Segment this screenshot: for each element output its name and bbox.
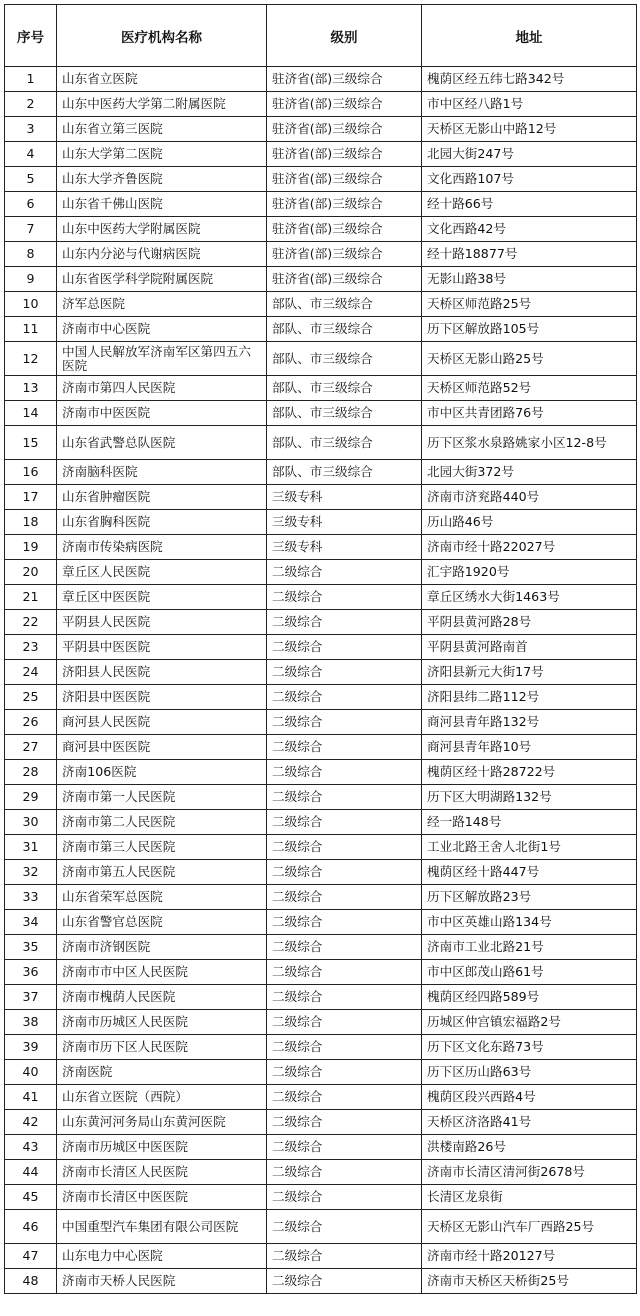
table-row bbox=[5, 376, 637, 401]
row-index: 4 bbox=[5, 142, 57, 167]
row-institution-name: 山东省武警总队医院 bbox=[57, 426, 267, 460]
row-institution-name: 济南市天桥人民医院 bbox=[57, 1269, 267, 1294]
row-address: 历下区浆水泉路姚家小区12-8号 bbox=[422, 426, 637, 460]
row-level: 二级综合 bbox=[267, 810, 422, 835]
row-institution-name: 济南市中医医院 bbox=[57, 401, 267, 426]
row-index: 9 bbox=[5, 267, 57, 292]
row-address: 商河县青年路132号 bbox=[422, 710, 637, 735]
row-address: 天桥区无影山中路12号 bbox=[422, 117, 637, 142]
table-row bbox=[5, 460, 637, 485]
row-address: 济南市工业北路21号 bbox=[422, 935, 637, 960]
row-address: 济南市长清区清河街2678号 bbox=[422, 1160, 637, 1185]
table-row bbox=[5, 485, 637, 510]
table-row bbox=[5, 860, 637, 885]
row-level: 二级综合 bbox=[267, 1010, 422, 1035]
table-row bbox=[5, 142, 637, 167]
row-level: 二级综合 bbox=[267, 1160, 422, 1185]
row-index: 45 bbox=[5, 1185, 57, 1210]
table-row bbox=[5, 342, 637, 376]
row-institution-name: 山东中医药大学附属医院 bbox=[57, 217, 267, 242]
row-institution-name: 济南市第五人民医院 bbox=[57, 860, 267, 885]
row-index: 13 bbox=[5, 376, 57, 401]
row-institution-name: 济阳县人民医院 bbox=[57, 660, 267, 685]
row-level: 二级综合 bbox=[267, 660, 422, 685]
table-row bbox=[5, 267, 637, 292]
row-institution-name: 章丘区中医医院 bbox=[57, 585, 267, 610]
row-institution-name: 山东内分泌与代谢病医院 bbox=[57, 242, 267, 267]
table-row bbox=[5, 1085, 637, 1110]
row-level: 三级专科 bbox=[267, 485, 422, 510]
row-level: 二级综合 bbox=[267, 710, 422, 735]
row-index: 36 bbox=[5, 960, 57, 985]
row-level: 驻济省(部)三级综合 bbox=[267, 192, 422, 217]
row-level: 二级综合 bbox=[267, 1035, 422, 1060]
row-institution-name: 山东中医药大学第二附属医院 bbox=[57, 92, 267, 117]
table-row bbox=[5, 785, 637, 810]
table-body bbox=[5, 67, 637, 1294]
row-institution-name: 商河县人民医院 bbox=[57, 710, 267, 735]
row-index: 48 bbox=[5, 1269, 57, 1294]
row-index: 21 bbox=[5, 585, 57, 610]
row-level: 三级专科 bbox=[267, 510, 422, 535]
row-institution-name: 济南市长清区人民医院 bbox=[57, 1160, 267, 1185]
row-address: 天桥区济洛路41号 bbox=[422, 1110, 637, 1135]
table-row bbox=[5, 560, 637, 585]
row-level: 部队、市三级综合 bbox=[267, 317, 422, 342]
row-index: 26 bbox=[5, 710, 57, 735]
row-institution-name: 山东黄河河务局山东黄河医院 bbox=[57, 1110, 267, 1135]
table-row bbox=[5, 167, 637, 192]
row-index: 29 bbox=[5, 785, 57, 810]
row-address: 槐荫区经五纬七路342号 bbox=[422, 67, 637, 92]
row-level: 二级综合 bbox=[267, 985, 422, 1010]
row-index: 7 bbox=[5, 217, 57, 242]
row-institution-name: 济南市市中区人民医院 bbox=[57, 960, 267, 985]
row-address: 平阴县黄河路28号 bbox=[422, 610, 637, 635]
table-row bbox=[5, 426, 637, 460]
table-row bbox=[5, 1244, 637, 1269]
row-level: 驻济省(部)三级综合 bbox=[267, 217, 422, 242]
row-address: 经一路148号 bbox=[422, 810, 637, 835]
row-address: 天桥区师范路25号 bbox=[422, 292, 637, 317]
row-index: 41 bbox=[5, 1085, 57, 1110]
row-address: 文化西路42号 bbox=[422, 217, 637, 242]
row-address: 天桥区师范路52号 bbox=[422, 376, 637, 401]
row-address: 市中区英雄山路134号 bbox=[422, 910, 637, 935]
row-address: 济阳县新元大街17号 bbox=[422, 660, 637, 685]
row-index: 22 bbox=[5, 610, 57, 635]
row-institution-name: 济南市第一人民医院 bbox=[57, 785, 267, 810]
table-row bbox=[5, 401, 637, 426]
row-institution-name: 济南医院 bbox=[57, 1060, 267, 1085]
row-institution-name: 济南市长清区中医医院 bbox=[57, 1185, 267, 1210]
row-address: 天桥区无影山路25号 bbox=[422, 342, 637, 376]
row-index: 46 bbox=[5, 1210, 57, 1244]
row-institution-name: 山东省胸科医院 bbox=[57, 510, 267, 535]
row-address: 槐荫区经十路447号 bbox=[422, 860, 637, 885]
row-index: 43 bbox=[5, 1135, 57, 1160]
row-institution-name: 中国人民解放军济南军区第四五六医院 bbox=[57, 342, 267, 376]
row-address: 市中区郎茂山路61号 bbox=[422, 960, 637, 985]
table-row bbox=[5, 192, 637, 217]
row-index: 40 bbox=[5, 1060, 57, 1085]
row-institution-name: 山东省警官总医院 bbox=[57, 910, 267, 935]
row-institution-name: 山东省肿瘤医院 bbox=[57, 485, 267, 510]
row-institution-name: 济南市历城区人民医院 bbox=[57, 1010, 267, 1035]
row-level: 二级综合 bbox=[267, 1210, 422, 1244]
row-level: 二级综合 bbox=[267, 960, 422, 985]
row-index: 24 bbox=[5, 660, 57, 685]
row-index: 23 bbox=[5, 635, 57, 660]
row-institution-name: 山东大学第二医院 bbox=[57, 142, 267, 167]
row-address: 商河县青年路10号 bbox=[422, 735, 637, 760]
row-level: 驻济省(部)三级综合 bbox=[267, 267, 422, 292]
row-institution-name: 济南市第三人民医院 bbox=[57, 835, 267, 860]
row-address: 北园大街372号 bbox=[422, 460, 637, 485]
row-level: 驻济省(部)三级综合 bbox=[267, 142, 422, 167]
row-level: 驻济省(部)三级综合 bbox=[267, 167, 422, 192]
table-row bbox=[5, 660, 637, 685]
row-institution-name: 济南市历下区人民医院 bbox=[57, 1035, 267, 1060]
header-address: 地址 bbox=[422, 5, 637, 67]
row-address: 济南市经十路22027号 bbox=[422, 535, 637, 560]
row-address: 洪楼南路26号 bbox=[422, 1135, 637, 1160]
row-index: 47 bbox=[5, 1244, 57, 1269]
row-index: 2 bbox=[5, 92, 57, 117]
row-address: 历下区大明湖路132号 bbox=[422, 785, 637, 810]
row-level: 二级综合 bbox=[267, 1085, 422, 1110]
row-index: 34 bbox=[5, 910, 57, 935]
row-address: 槐荫区经四路589号 bbox=[422, 985, 637, 1010]
row-institution-name: 济南市中心医院 bbox=[57, 317, 267, 342]
table-row bbox=[5, 1060, 637, 1085]
row-index: 14 bbox=[5, 401, 57, 426]
row-institution-name: 济南106医院 bbox=[57, 760, 267, 785]
row-address: 济南市济兖路440号 bbox=[422, 485, 637, 510]
row-institution-name: 平阴县中医医院 bbox=[57, 635, 267, 660]
row-address: 历城区仲宫镇宏福路2号 bbox=[422, 1010, 637, 1035]
row-institution-name: 山东省立医院 bbox=[57, 67, 267, 92]
row-index: 28 bbox=[5, 760, 57, 785]
row-address: 济南市天桥区天桥街25号 bbox=[422, 1269, 637, 1294]
row-address: 市中区共青团路76号 bbox=[422, 401, 637, 426]
table-row bbox=[5, 292, 637, 317]
row-address: 济南市经十路20127号 bbox=[422, 1244, 637, 1269]
table-row bbox=[5, 610, 637, 635]
table-row bbox=[5, 885, 637, 910]
row-level: 驻济省(部)三级综合 bbox=[267, 117, 422, 142]
row-level: 部队、市三级综合 bbox=[267, 342, 422, 376]
row-index: 31 bbox=[5, 835, 57, 860]
row-index: 15 bbox=[5, 426, 57, 460]
row-index: 39 bbox=[5, 1035, 57, 1060]
row-level: 三级专科 bbox=[267, 535, 422, 560]
row-level: 二级综合 bbox=[267, 1185, 422, 1210]
row-level: 驻济省(部)三级综合 bbox=[267, 67, 422, 92]
row-address: 市中区经八路1号 bbox=[422, 92, 637, 117]
row-address: 经十路66号 bbox=[422, 192, 637, 217]
row-address: 北园大街247号 bbox=[422, 142, 637, 167]
row-institution-name: 济南脑科医院 bbox=[57, 460, 267, 485]
row-index: 16 bbox=[5, 460, 57, 485]
table-row bbox=[5, 1135, 637, 1160]
row-address: 章丘区绣水大街1463号 bbox=[422, 585, 637, 610]
table-row bbox=[5, 735, 637, 760]
row-address: 济阳县纬二路112号 bbox=[422, 685, 637, 710]
row-index: 17 bbox=[5, 485, 57, 510]
row-address: 经十路18877号 bbox=[422, 242, 637, 267]
row-institution-name: 山东大学齐鲁医院 bbox=[57, 167, 267, 192]
row-index: 32 bbox=[5, 860, 57, 885]
row-address: 天桥区无影山汽车厂西路25号 bbox=[422, 1210, 637, 1244]
table-row bbox=[5, 1269, 637, 1294]
row-level: 二级综合 bbox=[267, 1135, 422, 1160]
row-index: 42 bbox=[5, 1110, 57, 1135]
row-institution-name: 章丘区人民医院 bbox=[57, 560, 267, 585]
row-index: 6 bbox=[5, 192, 57, 217]
row-level: 部队、市三级综合 bbox=[267, 460, 422, 485]
table-row bbox=[5, 1160, 637, 1185]
row-level: 二级综合 bbox=[267, 585, 422, 610]
table-row bbox=[5, 585, 637, 610]
row-index: 11 bbox=[5, 317, 57, 342]
row-address: 历下区解放路23号 bbox=[422, 885, 637, 910]
row-index: 37 bbox=[5, 985, 57, 1010]
table-row bbox=[5, 760, 637, 785]
row-address: 历山路46号 bbox=[422, 510, 637, 535]
table-row bbox=[5, 535, 637, 560]
row-index: 5 bbox=[5, 167, 57, 192]
table-row bbox=[5, 510, 637, 535]
row-level: 驻济省(部)三级综合 bbox=[267, 92, 422, 117]
table-row bbox=[5, 242, 637, 267]
row-address: 槐荫区经十路28722号 bbox=[422, 760, 637, 785]
row-address: 历下区解放路105号 bbox=[422, 317, 637, 342]
row-institution-name: 山东省荣军总医院 bbox=[57, 885, 267, 910]
row-level: 二级综合 bbox=[267, 760, 422, 785]
row-institution-name: 平阴县人民医院 bbox=[57, 610, 267, 635]
table-row bbox=[5, 935, 637, 960]
hospital-table bbox=[4, 4, 637, 1294]
table-row bbox=[5, 960, 637, 985]
row-address: 无影山路38号 bbox=[422, 267, 637, 292]
row-index: 38 bbox=[5, 1010, 57, 1035]
row-index: 12 bbox=[5, 342, 57, 376]
row-index: 3 bbox=[5, 117, 57, 142]
row-level: 二级综合 bbox=[267, 560, 422, 585]
table-row bbox=[5, 67, 637, 92]
row-institution-name: 济南市槐荫人民医院 bbox=[57, 985, 267, 1010]
row-level: 二级综合 bbox=[267, 685, 422, 710]
row-institution-name: 济南市济钢医院 bbox=[57, 935, 267, 960]
table-row bbox=[5, 1210, 637, 1244]
table-row bbox=[5, 117, 637, 142]
row-level: 部队、市三级综合 bbox=[267, 292, 422, 317]
row-institution-name: 济南市传染病医院 bbox=[57, 535, 267, 560]
row-index: 25 bbox=[5, 685, 57, 710]
row-level: 二级综合 bbox=[267, 910, 422, 935]
row-address: 文化西路107号 bbox=[422, 167, 637, 192]
row-institution-name: 山东省千佛山医院 bbox=[57, 192, 267, 217]
row-address: 历下区文化东路73号 bbox=[422, 1035, 637, 1060]
table-row bbox=[5, 1185, 637, 1210]
row-level: 二级综合 bbox=[267, 1060, 422, 1085]
row-level: 部队、市三级综合 bbox=[267, 401, 422, 426]
table-row bbox=[5, 1110, 637, 1135]
row-level: 二级综合 bbox=[267, 610, 422, 635]
row-index: 27 bbox=[5, 735, 57, 760]
row-level: 驻济省(部)三级综合 bbox=[267, 242, 422, 267]
header-level: 级别 bbox=[267, 5, 422, 67]
row-level: 二级综合 bbox=[267, 885, 422, 910]
table-row bbox=[5, 1035, 637, 1060]
row-level: 二级综合 bbox=[267, 1110, 422, 1135]
table-header-row bbox=[5, 5, 637, 67]
table-row bbox=[5, 92, 637, 117]
row-index: 18 bbox=[5, 510, 57, 535]
row-level: 二级综合 bbox=[267, 1244, 422, 1269]
row-index: 20 bbox=[5, 560, 57, 585]
row-institution-name: 济南市第四人民医院 bbox=[57, 376, 267, 401]
row-index: 1 bbox=[5, 67, 57, 92]
row-institution-name: 山东电力中心医院 bbox=[57, 1244, 267, 1269]
row-index: 30 bbox=[5, 810, 57, 835]
row-institution-name: 商河县中医医院 bbox=[57, 735, 267, 760]
row-level: 部队、市三级综合 bbox=[267, 376, 422, 401]
row-address: 平阴县黄河路南首 bbox=[422, 635, 637, 660]
table-row bbox=[5, 985, 637, 1010]
row-address: 槐荫区段兴西路4号 bbox=[422, 1085, 637, 1110]
table-row bbox=[5, 835, 637, 860]
row-address: 长清区龙泉街 bbox=[422, 1185, 637, 1210]
row-index: 19 bbox=[5, 535, 57, 560]
row-institution-name: 济南市第二人民医院 bbox=[57, 810, 267, 835]
row-level: 部队、市三级综合 bbox=[267, 426, 422, 460]
table-row bbox=[5, 710, 637, 735]
row-institution-name: 山东省立第三医院 bbox=[57, 117, 267, 142]
row-institution-name: 济军总医院 bbox=[57, 292, 267, 317]
table-row bbox=[5, 635, 637, 660]
table-row bbox=[5, 910, 637, 935]
row-index: 10 bbox=[5, 292, 57, 317]
row-institution-name: 山东省医学科学院附属医院 bbox=[57, 267, 267, 292]
header-institution-name: 医疗机构名称 bbox=[57, 5, 267, 67]
table-row bbox=[5, 685, 637, 710]
row-institution-name: 济南市历城区中医医院 bbox=[57, 1135, 267, 1160]
table-row bbox=[5, 1010, 637, 1035]
row-index: 44 bbox=[5, 1160, 57, 1185]
row-institution-name: 山东省立医院（西院） bbox=[57, 1085, 267, 1110]
row-address: 工业北路王舍人北街1号 bbox=[422, 835, 637, 860]
row-index: 35 bbox=[5, 935, 57, 960]
row-level: 二级综合 bbox=[267, 635, 422, 660]
header-index: 序号 bbox=[5, 5, 57, 67]
table-row bbox=[5, 810, 637, 835]
row-index: 33 bbox=[5, 885, 57, 910]
row-address: 历下区历山路63号 bbox=[422, 1060, 637, 1085]
table-row bbox=[5, 217, 637, 242]
row-level: 二级综合 bbox=[267, 935, 422, 960]
row-institution-name: 济阳县中医医院 bbox=[57, 685, 267, 710]
row-institution-name: 中国重型汽车集团有限公司医院 bbox=[57, 1210, 267, 1244]
row-level: 二级综合 bbox=[267, 735, 422, 760]
row-level: 二级综合 bbox=[267, 1269, 422, 1294]
row-level: 二级综合 bbox=[267, 785, 422, 810]
row-level: 二级综合 bbox=[267, 835, 422, 860]
row-address: 汇宇路1920号 bbox=[422, 560, 637, 585]
row-index: 8 bbox=[5, 242, 57, 267]
row-level: 二级综合 bbox=[267, 860, 422, 885]
table-row bbox=[5, 317, 637, 342]
